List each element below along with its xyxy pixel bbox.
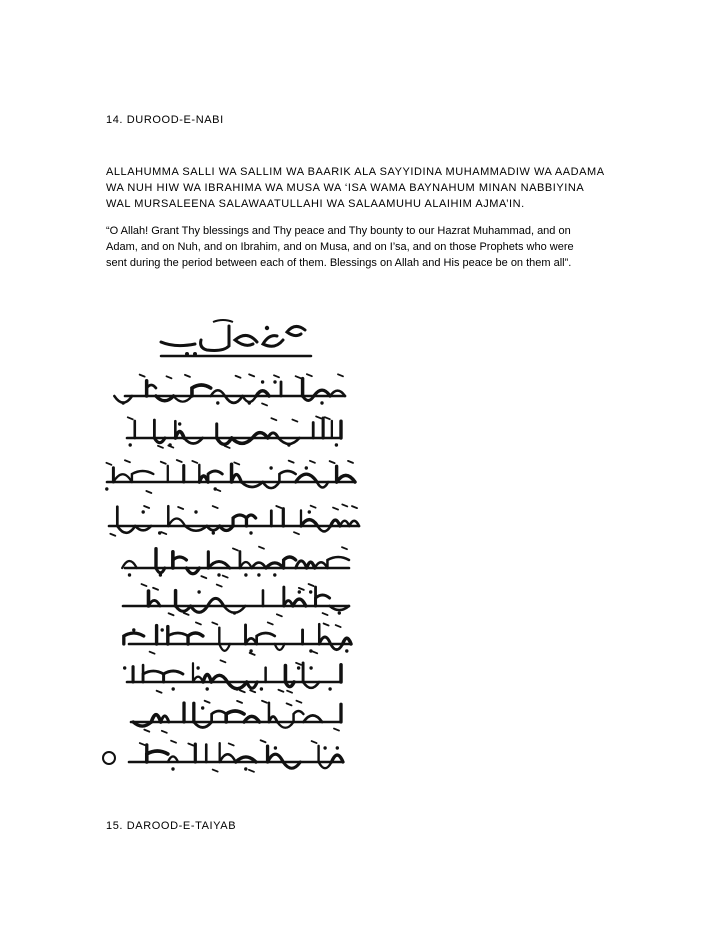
arabic-calligraphy-image (95, 318, 375, 760)
arabic-line-3 (95, 456, 375, 496)
arabic-heading-calligraphy (155, 318, 315, 358)
transliteration-paragraph (106, 164, 646, 212)
translation-paragraph (106, 223, 646, 271)
arabic-line-2 (95, 412, 375, 452)
arabic-line-7 (95, 618, 375, 658)
arabic-line-1 (95, 370, 375, 410)
section-14-title: 14. DUROOD-E-NABI (106, 114, 224, 126)
translation-line: sent during the period between each of them. Blessings on Allah and His peace be on them all”. (106, 257, 572, 269)
arabic-line-10 (95, 736, 375, 776)
transliteration-line: WA NUH HIW WA IBRAHIMA WA MUSA WA ‘ISA WAMA BAYNAHUM MINAN NABBIYINA (106, 182, 585, 194)
transliteration-line: WAL MURSALEENA SALAWAATULLAHI WA SALAAMUHU ALAIHIM AJMA’IN. (106, 198, 525, 210)
translation-line: “O Allah! Grant Thy blessings and Thy peace and Thy bounty to our Hazrat Muhammad, and on (106, 225, 571, 237)
transliteration-line: ALLAHUMMA SALLI WA SALLIM WA BAARIK ALA SAYYIDINA MUHAMMADIW WA AADAMA (106, 166, 605, 178)
translation-line: Adam, and on Nuh, and on Ibrahim, and on Musa, and on I’sa, and on those Prophets who were (106, 241, 574, 253)
arabic-line-8 (95, 656, 375, 696)
arabic-line-4 (95, 500, 375, 540)
arabic-line-9 (95, 696, 375, 736)
arabic-line-5 (95, 542, 375, 582)
section-15-title: 15. DAROOD-E-TAIYAB (106, 820, 237, 832)
arabic-line-6 (95, 580, 375, 620)
